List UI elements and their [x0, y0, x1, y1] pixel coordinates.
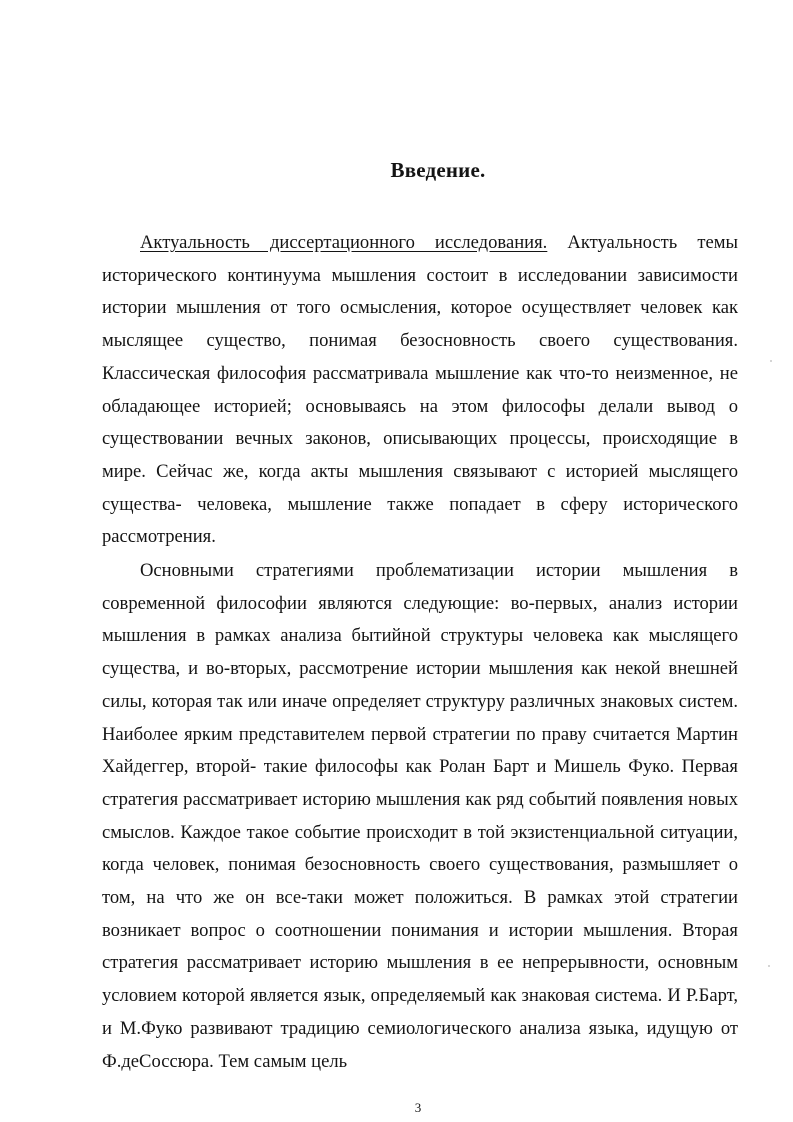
page-title: Введение. — [390, 158, 486, 182]
scan-speck — [768, 965, 770, 967]
scan-speck — [770, 360, 772, 362]
paragraph-strategies — [102, 555, 738, 1078]
relevance-heading-underlined: Актуальность диссертационного исследования. — [140, 232, 548, 253]
page-number: 3 — [414, 1100, 422, 1115]
paragraph-relevance — [102, 227, 738, 554]
paragraph-2-text: Основными стратегиями проблематизации истории мышления в современной философии являются следующие: во-первых, анализ истории мышления в рамках анализа бытийной структуры человека как мыслящего существа, и во-вторых, рассмотрение истории мышления как некой внешней силы, которая так или иначе определяет структуру различных знаковых систем. Наиболее ярким представителем первой стратегии по праву считается Мартин Хайдеггер, второй- такие философы как Ролан Барт и Мишель Фуко. Первая стратегия рассматривает историю мышления как ряд событий появления новых смыслов. Каждое такое событие происходит в той экзистенциальной ситуации, когда человек, понимая безосновность своего существования, размышляет о том, на что же он все-таки может положиться. В рамках этой стратегии возникает вопрос о соотношении понимания и истории мышления. Вторая стратегия рассматривает историю мышления в ее непрерывности, основным условием которой является язык, определяемый как знаковая система. И Р.Барт, и М.Фуко развивают традицию семиологического анализа языка, идущую от Ф.деСоссюра. Тем самым цель — [102, 560, 738, 1072]
body-text — [102, 227, 738, 1078]
paragraph-1-text: Актуальность темы исторического континуума мышления состоит в исследовании зависимости истории мышления от того осмысления, которое осуществляет человек как мыслящее существо, понимая безосновность своего существования. Классическая философия рассматривала мышление как что-то неизменное, не обладающее историей; основываясь на этом философы делали вывод о существовании вечных законов, описывающих процессы, происходящие в мире. Сейчас же, когда акты мышления связывают с историей мыслящего существа- человека, мышление также попадает в сферу исторического рассмотрения. — [102, 232, 738, 548]
